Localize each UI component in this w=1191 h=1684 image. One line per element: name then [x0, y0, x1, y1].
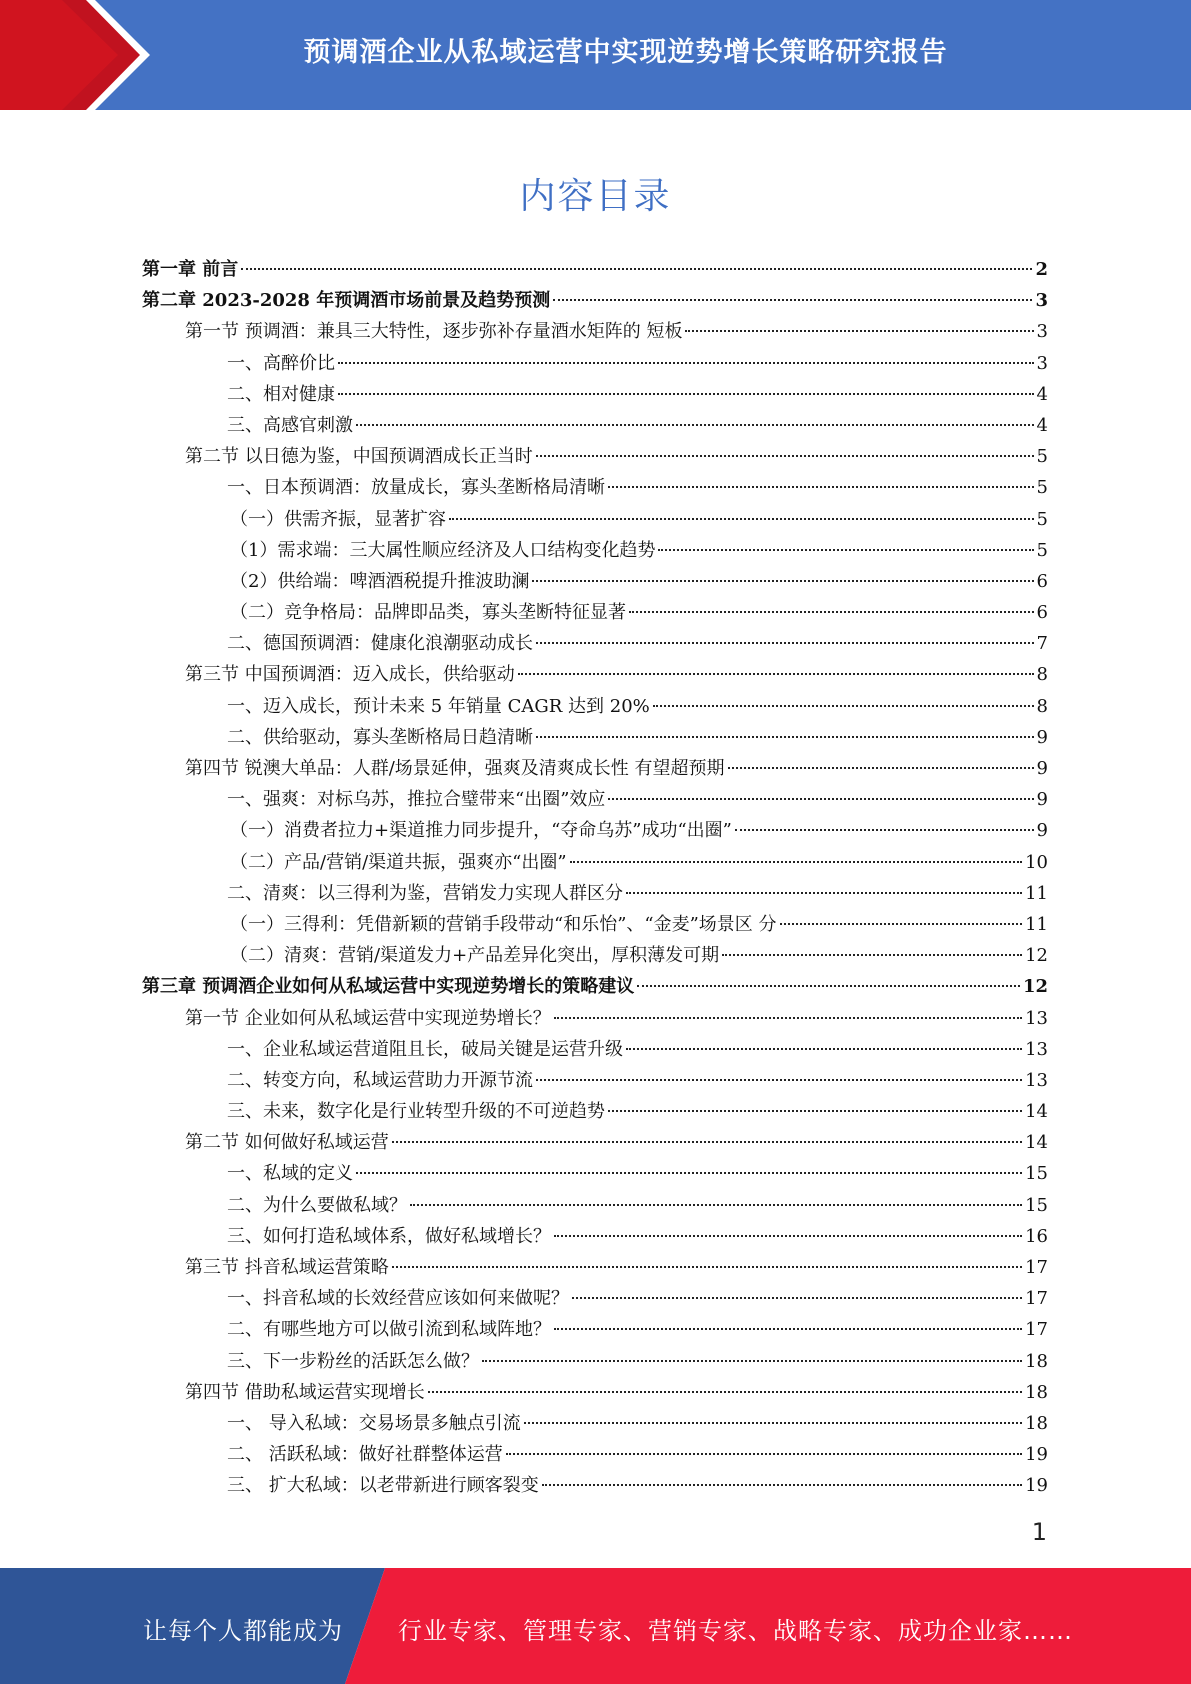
- toc-entry-page: 2: [1035, 259, 1048, 280]
- toc-entry[interactable]: [142, 472, 1048, 503]
- toc-entry-title: 二、相对健康: [227, 383, 335, 405]
- toc-entry-title: 二、转变方向，私域运营助力开源节流: [227, 1069, 533, 1091]
- toc-entry-title: 第一节 企业如何从私域运营中实现逆势增长？: [185, 1007, 551, 1029]
- toc-entry[interactable]: [142, 1439, 1048, 1470]
- toc-entry[interactable]: [142, 316, 1048, 347]
- toc-entry[interactable]: [142, 722, 1048, 753]
- toc-entry-page: 3: [1036, 352, 1048, 374]
- footer-slogan-left: 让每个人都能成为: [143, 1617, 343, 1645]
- dot-leader: [735, 829, 1034, 831]
- toc-entry-title: 第一章 前言: [142, 259, 239, 280]
- dot-leader: [536, 642, 1034, 644]
- toc-entry[interactable]: [142, 504, 1048, 535]
- header-banner: [0, 0, 1191, 110]
- toc-entry-title: 第四节 锐澳大单品：人群/场景延伸，强爽及清爽成长性 有望超预期: [185, 758, 725, 779]
- dot-leader: [524, 1422, 1022, 1424]
- toc-entry-page: 5: [1036, 508, 1048, 530]
- dot-leader: [392, 1141, 1022, 1143]
- toc-entry-title: 三、未来，数字化是行业转型升级的不可逆趋势: [227, 1101, 605, 1123]
- toc-entry-title: 三、 扩大私域：以老带新进行顾客裂变: [227, 1475, 539, 1497]
- toc-entry[interactable]: [142, 1065, 1048, 1096]
- toc-entry-page: 15: [1025, 1163, 1048, 1185]
- toc-entry-page: 5: [1036, 539, 1048, 561]
- toc-entry-page: 19: [1025, 1444, 1048, 1466]
- toc-entry-page: 16: [1025, 1225, 1048, 1247]
- toc-entry[interactable]: [142, 940, 1048, 971]
- toc-entry[interactable]: [142, 1034, 1048, 1065]
- toc-entry-page: 11: [1025, 913, 1048, 935]
- toc-entry-title: 二、为什么要做私域？: [227, 1194, 407, 1216]
- toc-entry[interactable]: [142, 1003, 1048, 1034]
- toc-entry-title: 一、高醉价比: [227, 352, 335, 374]
- toc-entry[interactable]: [142, 597, 1048, 628]
- toc-entry[interactable]: [142, 535, 1048, 566]
- dot-leader: [722, 954, 1022, 956]
- toc-entry-title: 一、强爽：对标乌苏，推拉合璧带来“出圈”效应: [227, 789, 606, 811]
- toc-entry-title: （二）清爽：营销/渠道发力+产品差异化突出，厚积薄发可期: [230, 945, 720, 967]
- toc-entry-title: （2）供给端：啤酒酒税提升推波助澜: [230, 570, 530, 592]
- toc-entry-title: 一、 导入私域：交易场景多触点引流: [227, 1412, 521, 1434]
- toc-entry-page: 9: [1036, 789, 1048, 811]
- toc-entry[interactable]: [142, 1283, 1048, 1314]
- toc-entry-page: 19: [1025, 1475, 1048, 1497]
- dot-leader: [536, 1079, 1022, 1081]
- toc-entry-title: 二、供给驱动，寡头垄断格局日趋清晰: [227, 726, 533, 748]
- toc-entry-page: 13: [1025, 1069, 1048, 1091]
- toc-entry[interactable]: [142, 1408, 1048, 1439]
- toc-entry[interactable]: [142, 1096, 1048, 1127]
- toc-entry-page: 4: [1036, 414, 1048, 436]
- toc-entry-title: 第二节 以日德为鉴，中国预调酒成长正当时: [185, 446, 533, 468]
- toc-entry-title: 一、企业私域运营道阻且长，破局关键是运营升级: [227, 1038, 623, 1060]
- toc-entry[interactable]: [142, 348, 1048, 379]
- toc-entry-page: 5: [1036, 477, 1048, 499]
- dot-leader: [780, 923, 1023, 925]
- toc-entry[interactable]: [142, 410, 1048, 441]
- toc-entry-page: 9: [1036, 820, 1048, 842]
- toc-entry[interactable]: [142, 784, 1048, 815]
- toc-entry-page: 3: [1036, 321, 1048, 343]
- toc-entry-title: 一、私域的定义: [227, 1163, 353, 1185]
- dot-leader: [554, 1235, 1022, 1237]
- toc-entry-page: 8: [1036, 695, 1048, 717]
- dot-leader: [506, 1453, 1022, 1455]
- report-title: 预调酒企业从私域运营中实现逆势增长策略研究报告: [303, 37, 948, 68]
- toc-entry-title: （二）竞争格局：品牌即品类，寡头垄断特征显著: [230, 602, 626, 624]
- toc-entry[interactable]: [142, 1190, 1048, 1221]
- toc-entry-title: 第四节 借助私域运营实现增长: [185, 1381, 425, 1403]
- dot-leader: [608, 1110, 1022, 1112]
- toc-entry[interactable]: [142, 1252, 1048, 1283]
- toc-entry-title: 一、迈入成长，预计未来 5 年销量 CAGR 达到 20%: [227, 695, 650, 717]
- toc-entry-page: 9: [1036, 726, 1048, 748]
- toc-entry-page: 3: [1035, 290, 1048, 312]
- toc-entry[interactable]: [142, 1158, 1048, 1189]
- toc-entry[interactable]: [142, 1377, 1048, 1408]
- toc-entry-page: 13: [1025, 1038, 1048, 1060]
- dot-leader: [653, 705, 1034, 707]
- toc-entry-page: 5: [1036, 446, 1048, 468]
- toc-entry[interactable]: [142, 753, 1048, 784]
- toc-entry-page: 14: [1025, 1132, 1048, 1154]
- toc-entry-page: 17: [1025, 1319, 1048, 1341]
- toc-entry-title: （一）消费者拉力+渠道推力同步提升，“夺命乌苏”成功“出圈”: [230, 820, 732, 842]
- dot-leader: [637, 985, 1020, 987]
- toc-entry-title: 第二章 2023-2028 年预调酒市场前景及趋势预测: [142, 290, 551, 312]
- toc-entry-title: 三、高感官刺激: [227, 414, 353, 436]
- toc-entry-page: 12: [1025, 945, 1048, 967]
- dot-leader: [608, 486, 1034, 488]
- dot-leader: [518, 673, 1034, 675]
- toc-entry[interactable]: [142, 815, 1048, 846]
- toc-entry[interactable]: [142, 909, 1048, 940]
- toc-entry-title: 三、如何打造私域体系，做好私域增长？: [227, 1225, 551, 1247]
- toc-entry-title: 二、清爽：以三得利为鉴，营销发力实现人群区分: [227, 882, 623, 904]
- dot-leader: [626, 1048, 1022, 1050]
- toc-entry-page: 13: [1025, 1007, 1048, 1029]
- dot-leader: [241, 268, 1032, 270]
- toc-entry[interactable]: [142, 628, 1048, 659]
- toc-entry-page: 18: [1025, 1412, 1048, 1434]
- toc-entry-title: 第三节 中国预调酒：迈入成长，供给驱动: [185, 664, 515, 686]
- toc-entry-page: 6: [1036, 570, 1048, 592]
- toc-entry-page: 12: [1022, 976, 1048, 998]
- toc-entry-page: 9: [1036, 758, 1048, 779]
- dot-leader: [482, 1360, 1022, 1362]
- dot-leader: [449, 518, 1034, 520]
- dot-leader: [626, 892, 1022, 894]
- toc-entry[interactable]: [142, 878, 1048, 909]
- toc-entry[interactable]: [142, 847, 1048, 878]
- toc-entry-title: （二）产品/营销/渠道共振，强爽亦“出圈”: [230, 851, 567, 873]
- dot-leader: [554, 1328, 1022, 1330]
- toc-entry-title: 一、抖音私域的长效经营应该如何来做呢？: [227, 1288, 569, 1310]
- toc-entry[interactable]: [142, 441, 1048, 472]
- dot-leader: [338, 362, 1034, 364]
- dot-leader: [658, 549, 1033, 551]
- toc-entry-title: 第一节 预调酒：兼具三大特性，逐步弥补存量酒水矩阵的 短板: [185, 321, 683, 343]
- toc-entry-title: 一、日本预调酒：放量成长，寡头垄断格局清晰: [227, 477, 605, 499]
- dot-leader: [356, 1172, 1022, 1174]
- dot-leader: [608, 798, 1033, 800]
- toc-entry-title: 二、 活跃私域：做好社群整体运营: [227, 1444, 503, 1466]
- dot-leader: [410, 1204, 1022, 1206]
- toc-entry-page: 17: [1025, 1288, 1048, 1310]
- footer-slogan-right: 行业专家、管理专家、营销专家、战略专家、成功企业家……: [398, 1617, 1073, 1645]
- toc-entry-title: 第三章 预调酒企业如何从私域运营中实现逆势增长的策略建议: [142, 976, 635, 998]
- toc-heading: 内容目录: [519, 176, 672, 217]
- dot-leader: [536, 736, 1034, 738]
- toc-entry[interactable]: [142, 1470, 1048, 1501]
- toc-entry-page: 17: [1025, 1257, 1048, 1278]
- dot-leader: [392, 1266, 1022, 1268]
- header-chevron-icon: [0, 0, 160, 110]
- dot-leader: [554, 1017, 1022, 1019]
- dot-leader: [553, 299, 1032, 301]
- dot-leader: [685, 330, 1033, 332]
- toc-entry[interactable]: [142, 1127, 1048, 1158]
- toc-entry-page: 10: [1025, 851, 1048, 873]
- dot-leader: [532, 580, 1033, 582]
- toc-entry-page: 6: [1036, 602, 1048, 624]
- toc-entry-title: （一）三得利：凭借新颖的营销手段带动“和乐怡”、“金麦”场景区 分: [230, 913, 777, 935]
- toc-entry-page: 7: [1036, 633, 1048, 655]
- toc-entry-title: （1）需求端：三大属性顺应经济及人口结构变化趋势: [230, 539, 656, 561]
- dot-leader: [570, 861, 1023, 863]
- toc-entry-title: 二、有哪些地方可以做引流到私域阵地？: [227, 1319, 551, 1341]
- toc-entry[interactable]: [142, 1314, 1048, 1345]
- toc-entry[interactable]: [142, 971, 1048, 1002]
- toc-entry-title: 二、德国预调酒：健康化浪潮驱动成长: [227, 633, 533, 655]
- toc-entry-title: 三、下一步粉丝的活跃怎么做？: [227, 1350, 479, 1372]
- toc-entry-page: 18: [1025, 1350, 1048, 1372]
- dot-leader: [338, 393, 1034, 395]
- toc-entry[interactable]: [142, 691, 1048, 722]
- toc-entry-title: 第二节 如何做好私域运营: [185, 1132, 389, 1154]
- dot-leader: [536, 455, 1034, 457]
- dot-leader: [728, 767, 1034, 769]
- toc-entry[interactable]: [142, 566, 1048, 597]
- table-of-contents: [142, 254, 1048, 1502]
- footer-banner: [0, 1568, 1191, 1684]
- toc-entry[interactable]: [142, 1221, 1048, 1252]
- dot-leader: [542, 1484, 1022, 1486]
- dot-leader: [428, 1391, 1022, 1393]
- toc-entry-page: 15: [1025, 1194, 1048, 1216]
- page-number: 1: [1031, 1518, 1047, 1546]
- toc-entry[interactable]: [142, 285, 1048, 316]
- toc-entry-page: 14: [1025, 1101, 1048, 1123]
- dot-leader: [572, 1297, 1022, 1299]
- toc-entry-title: 第三节 抖音私域运营策略: [185, 1257, 389, 1278]
- dot-leader: [356, 424, 1034, 426]
- toc-entry-page: 8: [1036, 664, 1048, 686]
- toc-entry-title: （一）供需齐振，显著扩容: [230, 508, 446, 530]
- toc-entry-page: 18: [1025, 1381, 1048, 1403]
- toc-entry[interactable]: [142, 254, 1048, 285]
- toc-entry-page: 11: [1025, 882, 1048, 904]
- toc-entry-page: 4: [1036, 383, 1048, 405]
- dot-leader: [629, 611, 1034, 613]
- toc-entry[interactable]: [142, 379, 1048, 410]
- toc-entry[interactable]: [142, 659, 1048, 690]
- toc-entry[interactable]: [142, 1346, 1048, 1377]
